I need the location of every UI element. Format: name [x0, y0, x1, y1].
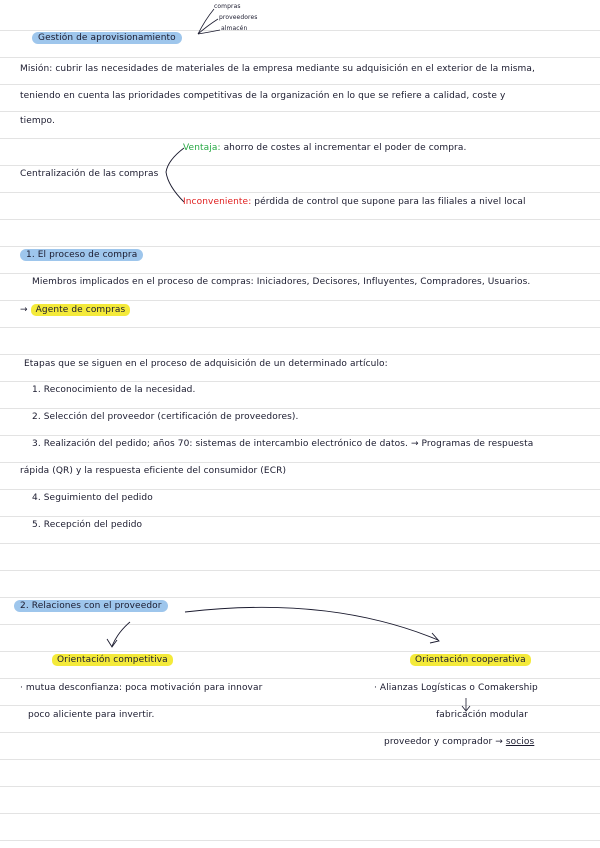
inconveniente-line: [183, 196, 526, 208]
mision-line-2: teniendo en cuenta las prioridades competitivas de la organización en lo que se refiere a calidad, coste y: [20, 91, 506, 101]
cooperativa-line-3: [384, 736, 534, 748]
competitiva-line-2: poco aliciente para invertir.: [28, 710, 155, 720]
etapa-3: 3. Realización del pedido; años 70: sistemas de intercambio electrónico de datos. → Programas de respuesta: [32, 439, 534, 449]
cooperativa-line-3-a: proveedor y comprador →: [384, 737, 503, 747]
orientacion-cooperativa-title: Orientación cooperativa: [410, 654, 531, 666]
inconveniente-label: Inconveniente:: [183, 197, 252, 207]
title-branch-proveedores: proveedores: [219, 14, 258, 21]
section2-heading: [14, 600, 168, 612]
page-title: [32, 32, 182, 44]
etapa-5: 5. Recepción del pedido: [32, 520, 143, 530]
cooperativa-line-2: fabricación modular: [436, 710, 528, 720]
mision-line-3: tiempo.: [20, 116, 55, 126]
orientacion-cooperativa: [410, 654, 531, 666]
arrow-glyph: →: [20, 305, 28, 315]
agente-line: [20, 304, 130, 316]
cooperativa-line-1: · Alianzas Logísticas o Comakership: [374, 683, 538, 693]
orientacion-competitiva: [52, 654, 173, 666]
etapa-4: 4. Seguimiento del pedido: [32, 493, 153, 503]
title-branch-almacen: almacén: [221, 25, 248, 32]
etapa-1: 1. Reconocimiento de la necesidad.: [32, 385, 196, 395]
miembros-line: Miembros implicados en el proceso de compras: Iniciadores, Decisores, Influyentes, Compradores, Usuarios.: [32, 277, 531, 287]
socios-label: socios: [505, 737, 535, 747]
section2-heading-text: 2. Relaciones con el proveedor: [14, 600, 168, 612]
etapa-2: 2. Selección del proveedor (certificación de proveedores).: [32, 412, 299, 422]
etapas-intro: Etapas que se siguen en el proceso de adquisición de un determinado artículo:: [24, 359, 388, 369]
centralizacion-label: Centralización de las compras: [20, 169, 159, 179]
agente-compras: Agente de compras: [31, 304, 131, 316]
page-title-text: Gestión de aprovisionamiento: [32, 32, 182, 44]
orientacion-competitiva-title: Orientación competitiva: [52, 654, 173, 666]
section1-heading: [20, 249, 143, 261]
inconveniente-text: pérdida de control que supone para las filiales a nivel local: [254, 197, 526, 207]
ventaja-text: ahorro de costes al incrementar el poder de compra.: [223, 143, 467, 153]
ventaja-label: Ventaja:: [183, 143, 221, 153]
mision-line-1: Misión: cubrir las necesidades de materiales de la empresa mediante su adquisición en el exterior de la misma,: [20, 64, 535, 74]
etapa-3-cont: rápida (QR) y la respuesta eficiente del consumidor (ECR): [20, 466, 287, 476]
section1-heading-text: 1. El proceso de compra: [20, 249, 143, 261]
ventaja-line: [183, 142, 466, 154]
competitiva-line-1: · mutua desconfianza: poca motivación para innovar: [20, 683, 263, 693]
title-branch-compras: compras: [214, 3, 241, 10]
